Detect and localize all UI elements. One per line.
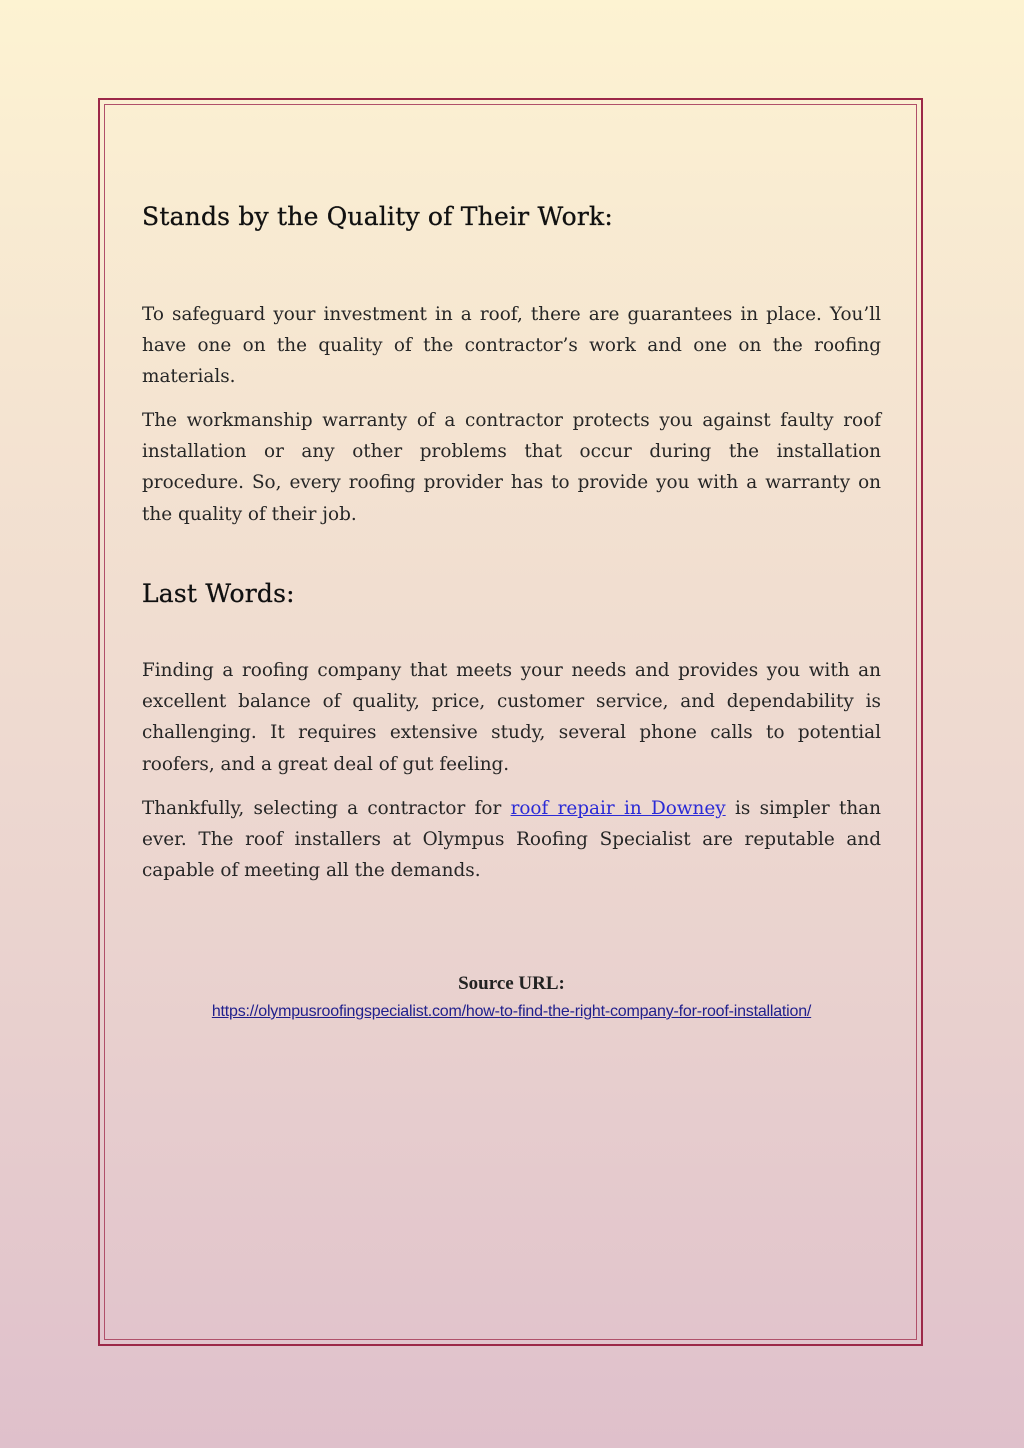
paragraph-thankfully-text-before: Thankfully, selecting a contractor for <box>142 798 511 819</box>
heading-quality-of-work: Stands by the Quality of Their Work: <box>142 202 614 231</box>
source-url-label: Source URL: <box>458 973 565 994</box>
source-block <box>142 973 881 1021</box>
roof-repair-downey-link[interactable]: roof repair in Downey <box>510 798 726 819</box>
heading-last-words: Last Words: <box>142 579 295 608</box>
paragraph-workmanship-warranty: The workmanship warranty of a contractor protects you against faulty roof installation or any other problems that occur during the installation procedure. So, every roofing provider has to provide you with a warranty on the quality of their job. <box>142 410 881 525</box>
paragraph-thankfully-text-after: is simpler than ever. The roof installers at Olympus Roofing Specialist are reputable and capable of meeting all the demands. <box>142 798 881 882</box>
paragraph-finding-company: Finding a roofing company that meets your needs and provides you with an excellent balance of quality, price, customer service, and dependability is challenging. It requires extensive study, several phone calls to potential roofers, and a great deal of gut feeling. <box>142 660 881 775</box>
paragraph-thankfully <box>142 793 881 887</box>
paragraph-guarantees: To safeguard your investment in a roof, there are guarantees in place. You’ll have one on the quality of the contractor’s work and one on the roofing materials. <box>142 304 881 388</box>
source-url-link[interactable]: https://olympusroofingspecialist.com/how-to-find-the-right-company-for-roof-installation/ <box>211 1003 812 1020</box>
